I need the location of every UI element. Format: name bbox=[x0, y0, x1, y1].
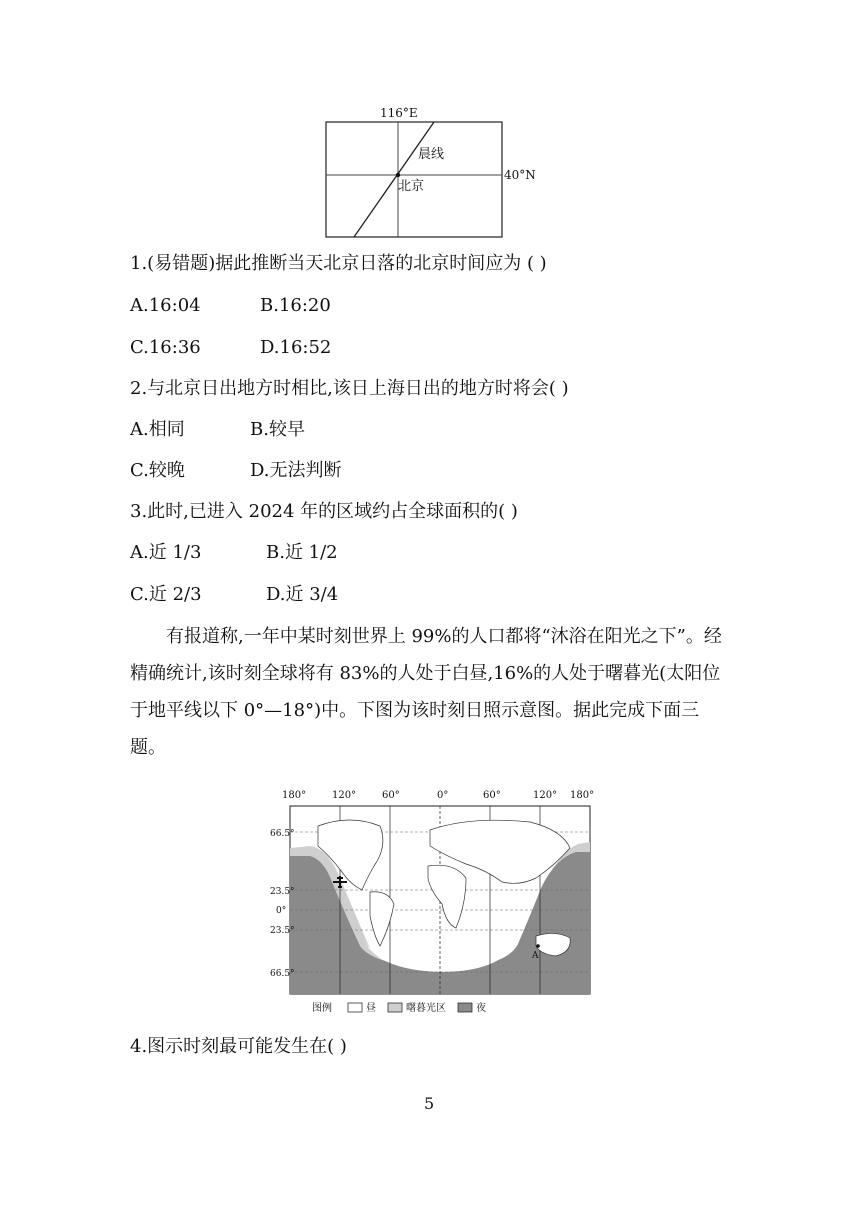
question-2-stem: 2.与北京日出地方时相比,该日上海日出的地方时将会( ) bbox=[130, 378, 569, 399]
question-1-stem: 1.(易错题)据此推断当天北京日落的北京时间应为 ( ) bbox=[130, 253, 547, 274]
legend-twilight-label: 曙暮光区 bbox=[406, 1003, 446, 1014]
point-a-label: A bbox=[532, 951, 539, 961]
q1-option-d: D.16:52 bbox=[260, 337, 332, 358]
lat-label-66s: 66.5° bbox=[270, 969, 295, 979]
q3-option-a: A.近 1/3 bbox=[130, 542, 202, 563]
lon-label-116e: 116°E bbox=[380, 106, 418, 120]
q1-option-b: B.16:20 bbox=[260, 295, 331, 316]
q2-option-d: D.无法判断 bbox=[250, 460, 342, 481]
lon-label-180w: 180° bbox=[282, 790, 307, 801]
legend-day-swatch bbox=[348, 1003, 362, 1012]
lat-label-23s: 23.5° bbox=[270, 926, 295, 936]
q2-option-b: B.较早 bbox=[250, 419, 305, 440]
page-number: 5 bbox=[424, 1094, 435, 1113]
legend-day-label: 昼 bbox=[366, 1003, 376, 1014]
lat-label-23n: 23.5° bbox=[270, 887, 295, 897]
lat-label-0: 0° bbox=[276, 906, 287, 916]
lon-label-180e: 180° bbox=[570, 790, 595, 801]
lon-label-60e: 60° bbox=[483, 790, 501, 801]
beijing-label: 北京 bbox=[398, 179, 425, 194]
question-3-stem: 3.此时,已进入 2024 年的区域约占全球面积的( ) bbox=[130, 501, 518, 522]
lon-label-120w: 120° bbox=[332, 790, 357, 801]
point-a-marker bbox=[536, 944, 540, 948]
beijing-point bbox=[396, 173, 400, 177]
dawn-line-label: 晨线 bbox=[418, 147, 445, 162]
q3-option-c: C.近 2/3 bbox=[130, 584, 202, 605]
q2-option-c: C.较晚 bbox=[130, 460, 185, 481]
lon-label-120e: 120° bbox=[533, 790, 558, 801]
legend-twilight-swatch bbox=[388, 1003, 402, 1012]
legend-night-label: 夜 bbox=[476, 1003, 486, 1014]
q1-option-a: A.16:04 bbox=[130, 295, 201, 316]
q2-option-a: A.相同 bbox=[130, 419, 185, 440]
lon-label-60w: 60° bbox=[382, 790, 400, 801]
figure-world-illumination-map bbox=[270, 786, 610, 1018]
figure-beijing-dawn-line bbox=[320, 102, 550, 240]
map-legend bbox=[312, 1001, 486, 1014]
legend-title: 图例 bbox=[312, 1003, 332, 1014]
legend-night-swatch bbox=[458, 1003, 472, 1012]
lat-label-66n: 66.5° bbox=[270, 829, 295, 839]
question-4-stem: 4.图示时刻最可能发生在( ) bbox=[130, 1036, 347, 1057]
q3-option-d: D.近 3/4 bbox=[266, 584, 339, 605]
lon-label-0: 0° bbox=[437, 790, 449, 801]
q1-option-c: C.16:36 bbox=[130, 337, 201, 358]
q3-option-b: B.近 1/2 bbox=[266, 542, 338, 563]
intro-paragraph: 有报道称,一年中某时刻世界上 99%的人口都将“沐浴在阳光之下”。经精确统计,该时刻全球将有 83%的人处于白昼,16%的人处于曙暮光(太阳位于地平线以下 0°—18°)中。下图为该时刻日照示意图。据此完成下面三题。 bbox=[130, 626, 722, 758]
lat-label-40n: 40°N bbox=[504, 168, 536, 182]
